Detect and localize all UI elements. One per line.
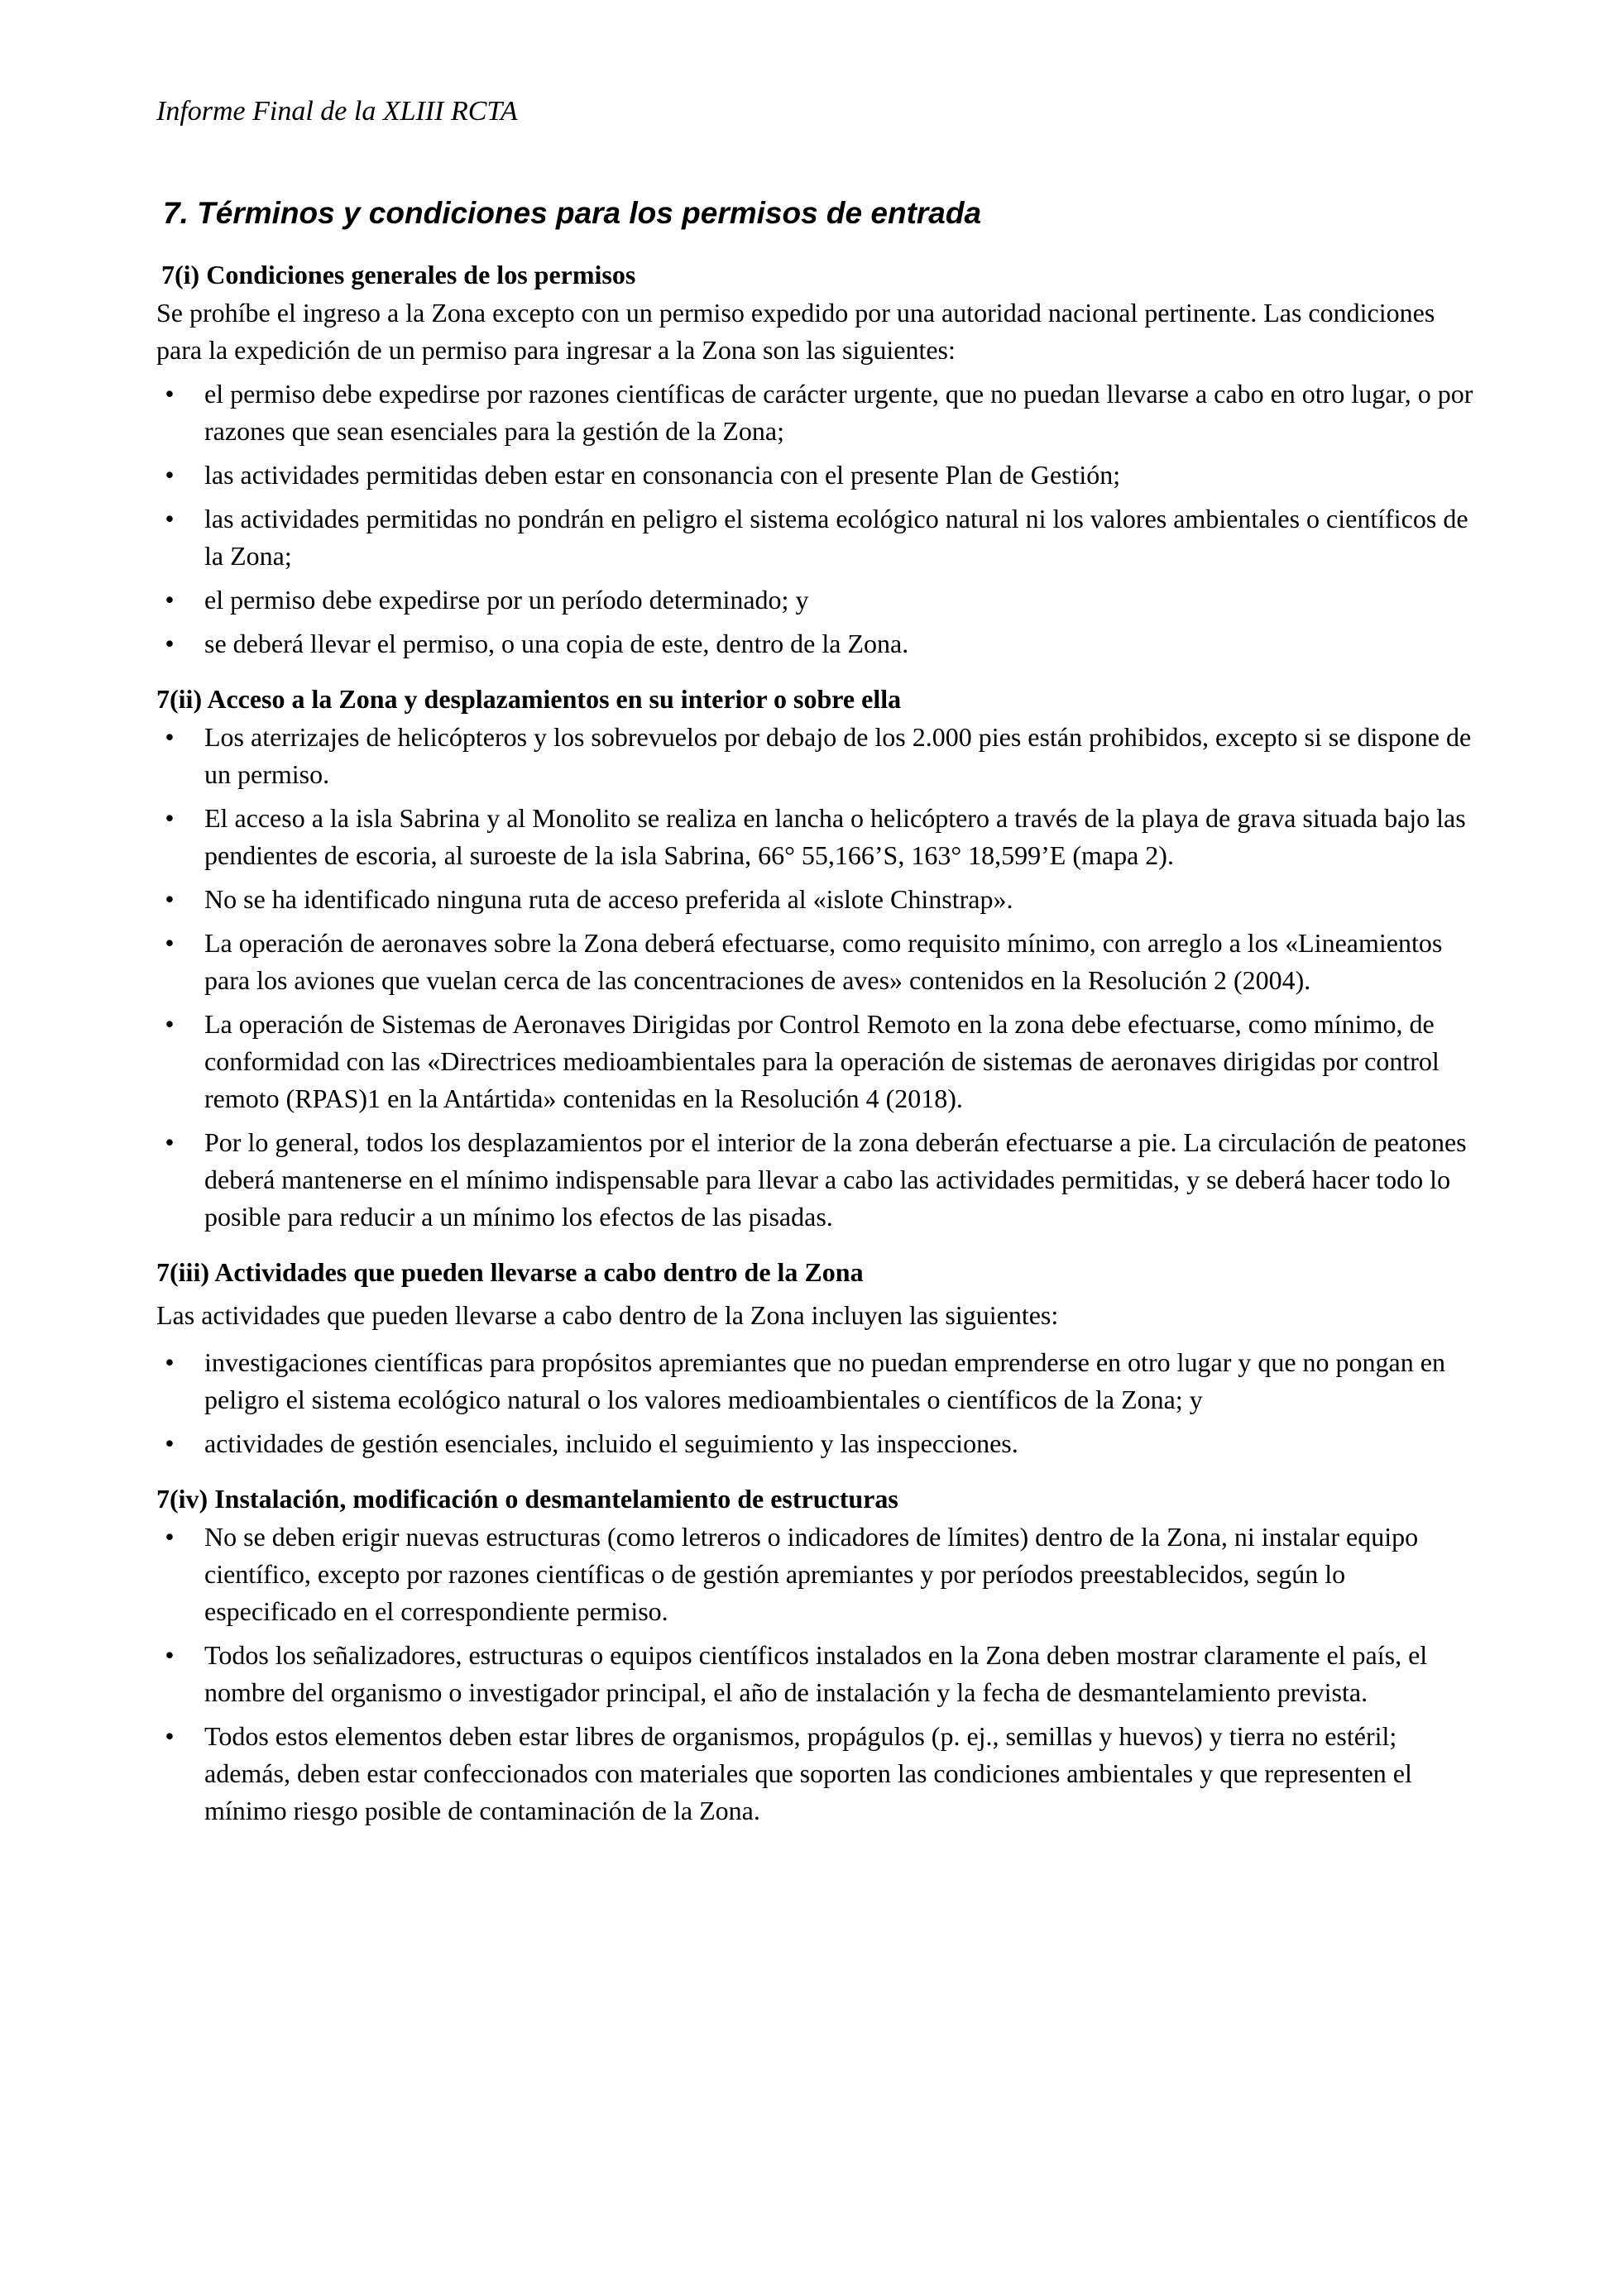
bullet-icon: • bbox=[165, 504, 175, 533]
subsection-intro: Se prohíbe el ingreso a la Zona excepto con un permiso expedido por una autoridad nacional pertinente. Las condiciones para la expedición de un permiso para ingresar a la Zona son las siguientes: bbox=[156, 298, 1435, 365]
list-item-text: Los aterrizajes de helicópteros y los sobrevuelos por debajo de los 2.000 pies están prohibidos, excepto si se dispone de un permiso. bbox=[204, 722, 1472, 789]
list-item bbox=[156, 1344, 1480, 1418]
list-item-text: La operación de Sistemas de Aeronaves Dirigidas por Control Remoto en la zona debe efectuarse, como mínimo, de conformidad con las «Directrices medioambientales para la operación de sistemas de aeronaves dirigidas por control remoto (RPAS)1 en la Antártida» contenidas en la Resolución 4 (2018). bbox=[204, 1009, 1440, 1113]
section-heading: 7. Términos y condiciones para los permisos de entrada bbox=[163, 196, 982, 230]
list-item bbox=[156, 1425, 1480, 1462]
running-header: Informe Final de la XLIII RCTA bbox=[156, 96, 518, 127]
list-item bbox=[156, 625, 1480, 662]
page-content bbox=[156, 195, 1480, 1836]
subsection-title: 7(iii) Actividades que pueden llevarse a cabo dentro de la Zona bbox=[156, 1257, 864, 1287]
bullet-list bbox=[156, 1519, 1480, 1830]
list-item bbox=[156, 719, 1480, 793]
bullet-list bbox=[156, 719, 1480, 1236]
bullet-icon: • bbox=[165, 379, 175, 409]
bullet-icon: • bbox=[165, 1428, 175, 1458]
list-item-text: se deberá llevar el permiso, o una copia de este, dentro de la Zona. bbox=[204, 629, 909, 658]
bullet-list bbox=[156, 375, 1480, 662]
list-item bbox=[156, 1006, 1480, 1117]
list-item-text: el permiso debe expedirse por un período determinado; y bbox=[204, 585, 809, 615]
list-item-text: las actividades permitidas deben estar en consonancia con el presente Plan de Gestión; bbox=[204, 460, 1121, 490]
subsection-title: 7(i) Condiciones generales de los permisos bbox=[161, 260, 636, 289]
bullet-icon: • bbox=[165, 1640, 175, 1670]
subsection-7-i bbox=[156, 256, 1480, 662]
subsection-7-iii bbox=[156, 1254, 1480, 1462]
list-item bbox=[156, 1718, 1480, 1830]
list-item bbox=[156, 1519, 1480, 1630]
bullet-icon: • bbox=[165, 460, 175, 490]
list-item-text: el permiso debe expedirse por razones científicas de carácter urgente, que no puedan llevarse a cabo en otro lugar, o por razones que sean esenciales para la gestión de la Zona; bbox=[204, 379, 1473, 446]
bullet-icon: • bbox=[165, 585, 175, 615]
bullet-icon: • bbox=[165, 884, 175, 914]
bullet-icon: • bbox=[165, 803, 175, 833]
list-item bbox=[156, 800, 1480, 874]
list-item bbox=[156, 581, 1480, 619]
list-item bbox=[156, 1637, 1480, 1711]
bullet-list bbox=[156, 1344, 1480, 1462]
list-item bbox=[156, 375, 1480, 450]
list-item-text: El acceso a la isla Sabrina y al Monolito se realiza en lancha o helicóptero a través de la playa de grava situada bajo las pendientes de escoria, al suroeste de la isla Sabrina, 66° 55,166’S, 163° 18,599’E (mapa 2). bbox=[204, 803, 1466, 870]
list-item bbox=[156, 500, 1480, 575]
bullet-icon: • bbox=[165, 629, 175, 658]
list-item-text: La operación de aeronaves sobre la Zona deberá efectuarse, como requisito mínimo, con arreglo a los «Lineamientos para los aviones que vuelan cerca de las concentraciones de aves» contenidos en la Resolución 2 (2004). bbox=[204, 928, 1443, 995]
subsection-title: 7(ii) Acceso a la Zona y desplazamientos en su interior o sobre ella bbox=[156, 684, 902, 714]
list-item bbox=[156, 1124, 1480, 1236]
subsection-7-iv bbox=[156, 1480, 1480, 1830]
list-item-text: Todos los señalizadores, estructuras o equipos científicos instalados en la Zona deben mostrar claramente el país, el nombre del organismo o investigador principal, el año de instalación y la fecha de desmantelamiento prevista. bbox=[204, 1640, 1428, 1707]
list-item-text: No se ha identificado ninguna ruta de acceso preferida al «islote Chinstrap». bbox=[204, 884, 1013, 914]
list-item-text: las actividades permitidas no pondrán en peligro el sistema ecológico natural ni los valores ambientales o científicos de la Zona; bbox=[204, 504, 1468, 571]
bullet-icon: • bbox=[165, 1721, 175, 1751]
bullet-icon: • bbox=[165, 1009, 175, 1039]
list-item-text: Todos estos elementos deben estar libres de organismos, propágulos (p. ej., semillas y huevos) y tierra no estéril; además, deben estar confeccionados con materiales que soporten las condiciones ambientales y que representen el mínimo riesgo posible de contaminación de la Zona. bbox=[204, 1721, 1412, 1825]
bullet-icon: • bbox=[165, 1522, 175, 1552]
list-item-text: Por lo general, todos los desplazamientos por el interior de la zona deberán efectuarse a pie. La circulación de peatones deberá mantenerse en el mínimo indispensable para llevar a cabo las actividades permitidas, y se deberá hacer todo lo posible para reducir a un mínimo los efectos de las pisadas. bbox=[204, 1127, 1467, 1232]
list-item-text: No se deben erigir nuevas estructuras (como letreros o indicadores de límites) dentro de la Zona, ni instalar equipo científico, excepto por razones científicas o de gestión apremiantes y por períodos preestablecidos, según lo especificado en el correspondiente permiso. bbox=[204, 1522, 1419, 1626]
subsection-7-ii bbox=[156, 681, 1480, 1236]
bullet-icon: • bbox=[165, 928, 175, 958]
list-item bbox=[156, 925, 1480, 999]
bullet-icon: • bbox=[165, 1127, 175, 1157]
list-item-text: investigaciones científicas para propósitos apremiantes que no puedan emprenderse en otro lugar y que no pongan en peligro el sistema ecológico natural o los valores medioambientales o científicos de la Zona; y bbox=[204, 1347, 1445, 1414]
subsection-intro: Las actividades que pueden llevarse a cabo dentro de la Zona incluyen las siguientes: bbox=[156, 1300, 1059, 1330]
bullet-icon: • bbox=[165, 1347, 175, 1377]
bullet-icon: • bbox=[165, 722, 175, 752]
subsection-title: 7(iv) Instalación, modificación o desmantelamiento de estructuras bbox=[156, 1484, 898, 1514]
list-item bbox=[156, 457, 1480, 494]
list-item bbox=[156, 881, 1480, 918]
list-item-text: actividades de gestión esenciales, incluido el seguimiento y las inspecciones. bbox=[204, 1428, 1018, 1458]
